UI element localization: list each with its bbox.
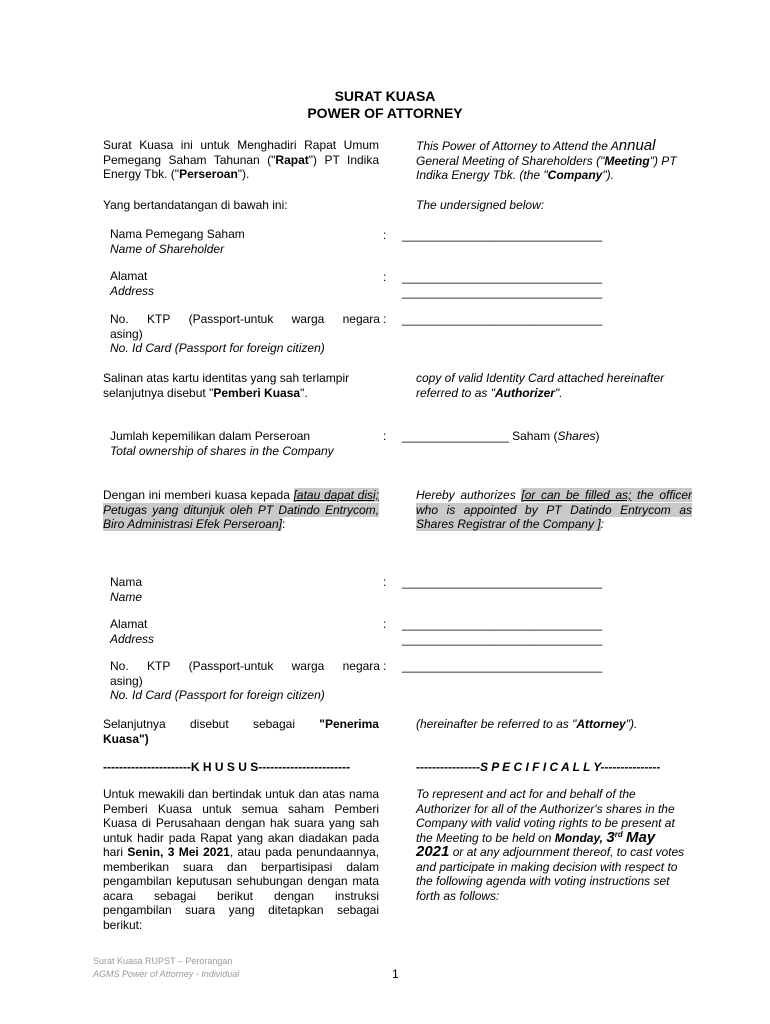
- attorney-name-field[interactable]: ______________________________: [402, 575, 603, 589]
- document-title: [0, 88, 770, 122]
- represent-english: To represent and act for and behalf of the Authorizer for all of the Authorizer's shares in the Company with valid voting rights to be present at the Meeting to be held on Monday, 3rd May 2021 or at any adjournment thereof, to cast votes and participate in making decision with respect to the following agenda with voting instructions set forth as follows:: [416, 787, 685, 903]
- footer: [93, 955, 239, 981]
- shareholder-id-field[interactable]: ______________________________: [402, 312, 603, 326]
- attorney-id-label: No. KTP (Passport-untuk warga negara asing) No. Id Card (Passport for foreign citizen): [110, 659, 380, 702]
- intro-indonesian: Surat Kuasa ini untuk Menghadiri Rapat Umum Pemegang Saham Tahunan ("Rapat") PT Indika Energy Tbk. ("Perseroan").: [103, 138, 380, 181]
- shareholder-id-label: No. KTP (Passport-untuk warga negara asing) No. Id Card (Passport for foreign citizen): [110, 312, 380, 355]
- attorney-name-label: Nama Name: [110, 575, 143, 604]
- colon: :: [383, 270, 387, 284]
- shares-label: Jumlah kepemilikan dalam Perseroan Total ownership of shares in the Company: [110, 429, 334, 458]
- attorney-id-field[interactable]: ______________________________: [402, 659, 603, 673]
- shares-field[interactable]: ________________ Saham (Shares): [402, 429, 600, 443]
- copy-english: copy of valid Identity Card attached hereinafter referred to as "Authorizer".: [416, 371, 665, 400]
- colon: :: [383, 228, 387, 242]
- represent-indonesian: Untuk mewakili dan bertindak untuk dan atas nama Pemberi Kuasa untuk semua saham Pemberi Kuasa di Perusahaan dengan hak suara yang sah untuk hadir pada Rapat yang akan diadakan pada hari Senin, 3 Mei 2021, atau pada penundaannya, memberikan suara dan berpartisipasi dalam pengambilan keputusan sehubungan dengan mata acara sebagai berikut dengan instruksi pengambilan suara yang ditetapkan sebagai berikut:: [103, 787, 379, 932]
- footer-title-indonesian: Surat Kuasa RUPST – Perorangan: [93, 956, 233, 966]
- specifically-divider-english: ----------------S P E C I F I C A L L Y---------------: [416, 760, 661, 774]
- colon: :: [383, 575, 387, 589]
- shareholder-address-label: Alamat Address: [110, 269, 155, 298]
- grant-indonesian: Dengan ini memberi kuasa kepada [atau dapat disi; Petugas yang ditunjuk oleh PT Datindo Entrycom, Biro Administrasi Efek Perseroan]:: [103, 488, 379, 531]
- copy-indonesian: Salinan atas kartu identitas yang sah terlampir selanjutnya disebut "Pemberi Kuasa".: [103, 371, 350, 400]
- shareholder-address-field[interactable]: ______________________________ ______________________________: [402, 270, 603, 299]
- attorney-address-field[interactable]: ______________________________ ______________________________: [402, 617, 603, 646]
- grant-english: Hereby authorizes [or can be filled as; the officer who is appointed by PT Datindo Entrycom as Shares Registrar of the Company ]:: [416, 488, 692, 531]
- footer-title-english: AGMS Power of Attorney - Individual: [93, 969, 240, 979]
- intro-english: This Power of Attorney to Attend the Annual General Meeting of Shareholders ("Meeting") PT Indika Energy Tbk. (the "Company").: [416, 137, 677, 182]
- hereinafter-indonesian: Selanjutnya disebut sebagai "Penerima Kuasa"): [103, 717, 379, 746]
- specifically-divider-indonesian: ----------------------K H U S U S-----------------------: [103, 760, 351, 774]
- hereinafter-english: (hereinafter be referred to as "Attorney").: [416, 717, 638, 731]
- shareholder-name-field[interactable]: ______________________________: [402, 228, 603, 242]
- colon: :: [383, 617, 387, 631]
- undersigned-indonesian: Yang bertandatangan di bawah ini:: [103, 198, 288, 212]
- title-english: POWER OF ATTORNEY: [307, 105, 463, 121]
- title-indonesian: SURAT KUASA: [334, 88, 436, 104]
- attorney-address-label: Alamat Address: [110, 617, 155, 646]
- colon: :: [383, 659, 387, 673]
- undersigned-english: The undersigned below:: [416, 198, 545, 212]
- colon: :: [383, 312, 387, 326]
- page-number: 1: [392, 967, 399, 981]
- colon: :: [383, 429, 387, 443]
- shareholder-name-label: Nama Pemegang Saham Name of Shareholder: [110, 227, 245, 256]
